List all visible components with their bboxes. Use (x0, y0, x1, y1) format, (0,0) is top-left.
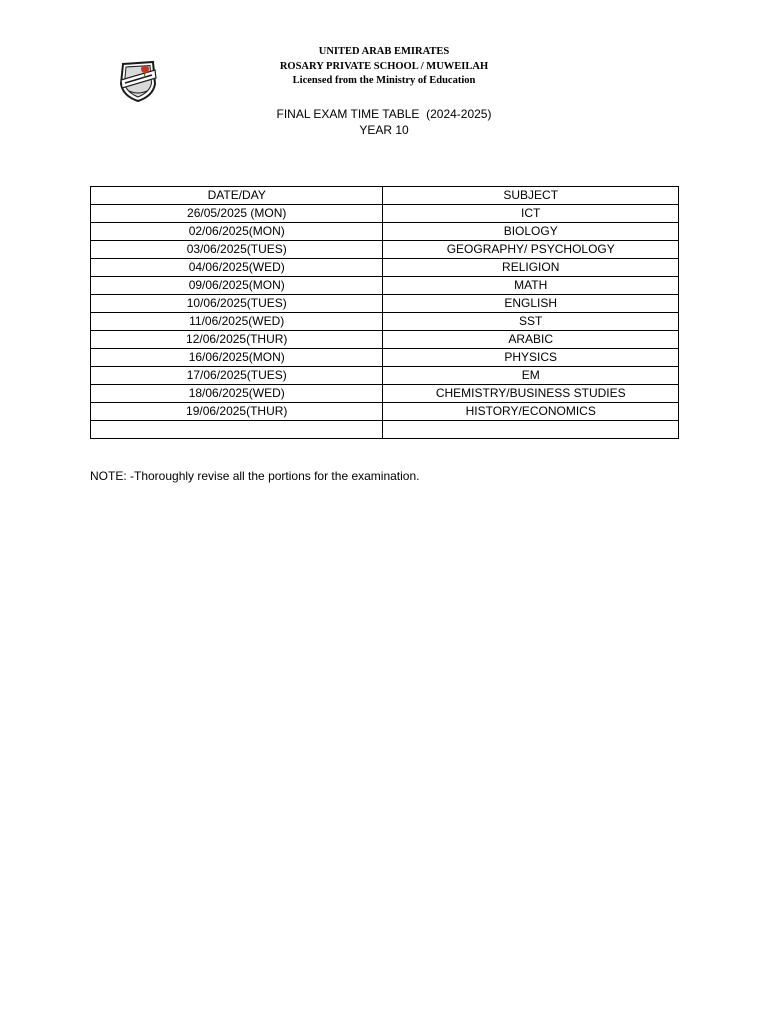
table-row (91, 277, 679, 295)
subject-cell: ICT (383, 205, 679, 223)
school-header (0, 45, 768, 89)
license-text: Licensed from the Ministry of Education (292, 75, 476, 86)
table-row (91, 223, 679, 241)
table-row (91, 403, 679, 421)
table-row (91, 367, 679, 385)
subject-cell: ARABIC (383, 331, 679, 349)
document-title (0, 106, 768, 138)
date-cell: 09/06/2025(MON) (91, 277, 383, 295)
subject-cell: RELIGION (383, 259, 679, 277)
date-cell: 16/06/2025(MON) (91, 349, 383, 367)
table-row (91, 205, 679, 223)
table-row (91, 421, 679, 439)
header-date: DATE/DAY (91, 187, 383, 205)
subject-cell: BIOLOGY (383, 223, 679, 241)
table-row (91, 241, 679, 259)
subject-cell: CHEMISTRY/BUSINESS STUDIES (383, 385, 679, 403)
table-row (91, 295, 679, 313)
table-body (91, 205, 679, 439)
note-text: NOTE: -Thoroughly revise all the portions for the examination. (90, 469, 420, 483)
date-cell: 02/06/2025(MON) (91, 223, 383, 241)
title-sub: YEAR 10 (359, 123, 409, 137)
date-cell: 26/05/2025 (MON) (91, 205, 383, 223)
subject-cell (383, 421, 679, 439)
title-main: FINAL EXAM TIME TABLE (2024-2025) (276, 107, 492, 121)
table-row (91, 385, 679, 403)
date-cell: 18/06/2025(WED) (91, 385, 383, 403)
date-cell: 11/06/2025(WED) (91, 313, 383, 331)
subject-cell: GEOGRAPHY/ PSYCHOLOGY (383, 241, 679, 259)
subject-cell: MATH (383, 277, 679, 295)
date-cell: 03/06/2025(TUES) (91, 241, 383, 259)
exam-schedule-table (90, 186, 679, 439)
table-row (91, 331, 679, 349)
school-name: ROSARY PRIVATE SCHOOL / MUWEILAH (279, 60, 489, 72)
subject-cell: EM (383, 367, 679, 385)
subject-cell: HISTORY/ECONOMICS (383, 403, 679, 421)
table-row (91, 313, 679, 331)
table-row (91, 349, 679, 367)
date-cell: 10/06/2025(TUES) (91, 295, 383, 313)
date-cell: 04/06/2025(WED) (91, 259, 383, 277)
date-cell: 17/06/2025(TUES) (91, 367, 383, 385)
table-header-row (91, 187, 679, 205)
subject-cell: SST (383, 313, 679, 331)
country-name: UNITED ARAB EMIRATES (318, 46, 450, 57)
subject-cell: PHYSICS (383, 349, 679, 367)
date-cell: 19/06/2025(THUR) (91, 403, 383, 421)
date-cell: 12/06/2025(THUR) (91, 331, 383, 349)
table-row (91, 259, 679, 277)
subject-cell: ENGLISH (383, 295, 679, 313)
date-cell (91, 421, 383, 439)
header-subject: SUBJECT (383, 187, 679, 205)
